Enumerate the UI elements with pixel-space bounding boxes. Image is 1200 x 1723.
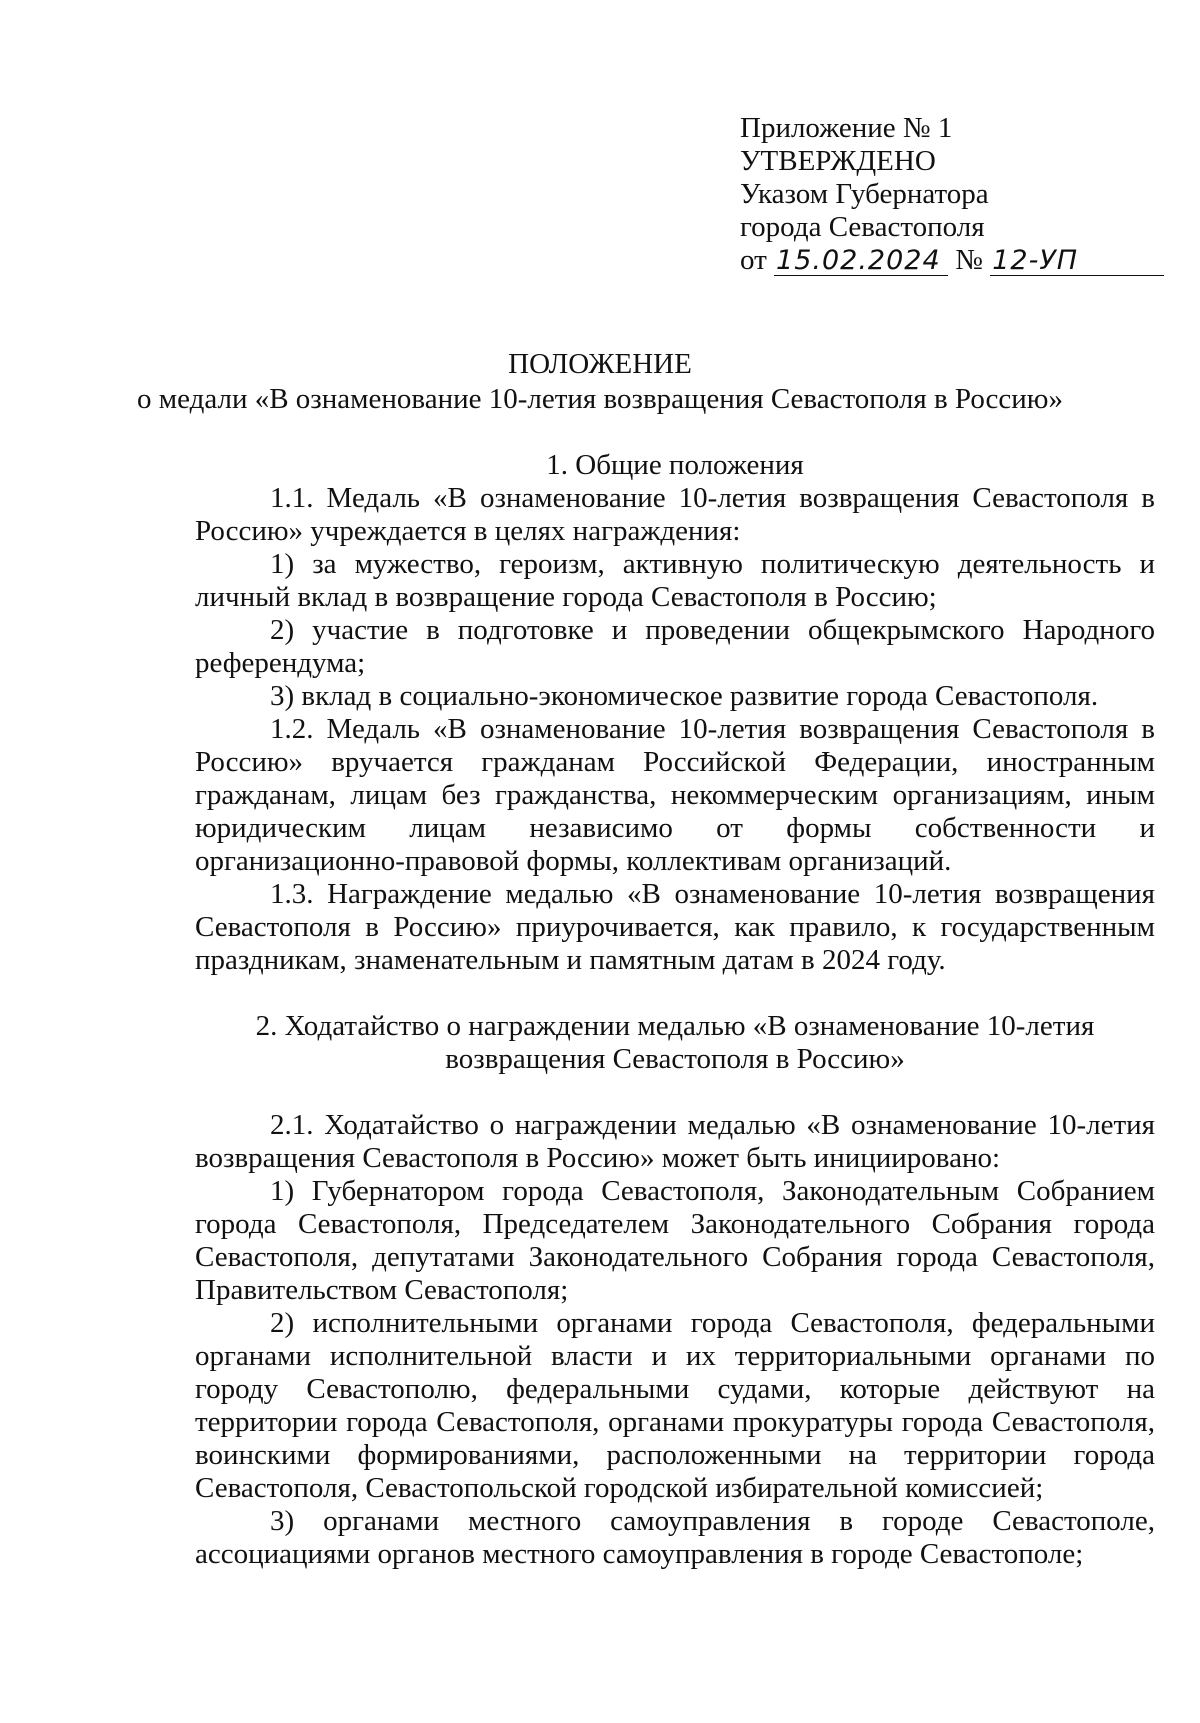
appendix-label: Приложение № 1 <box>740 112 953 144</box>
number-label: № <box>955 244 983 276</box>
section-1-heading: 1. Общие положения <box>546 449 804 481</box>
document-body <box>195 449 1155 1571</box>
document-subtitle: о медали «В ознаменование 10-летия возвращения Севастополя в Россию» <box>137 383 1063 415</box>
handwritten-date: 15.02.2024 <box>774 247 948 276</box>
document-title: ПОЛОЖЕНИЕ <box>508 348 692 380</box>
section-2-heading-line-1: 2. Ходатайство о награждении медалью «В ознаменование 10-летия <box>255 1010 1095 1042</box>
paragraph-2-1-item-2: 2) исполнительными органами города Севастополя, федеральными органами исполнительной власти и их территориальными органами по городу Севастополю, федеральными судами, которые действуют на территории города Севастополя, органами прокуратуры города Севастополя, воинскими формированиями, расположенными на территории города Севастополя, Севастопольской городской избирательной комиссией; <box>195 1307 1155 1504</box>
city-label: города Севастополя <box>740 211 985 243</box>
paragraph-1-3: 1.3. Награждение медалью «В ознаменование 10-летия возвращения Севастополя в Россию» приурочивается, как правило, к государственным праздникам, знаменательным и памятным датам в 2024 году. <box>195 878 1155 976</box>
paragraph-1-1: 1.1. Медаль «В ознаменование 10-летия возвращения Севастополя в Россию» учреждается в целях награждения: <box>195 482 1155 547</box>
spacer <box>195 977 1155 1010</box>
paragraph-2-1: 2.1. Ходатайство о награждении медалью «В ознаменование 10-летия возвращения Севастополя в Россию» может быть инициировано: <box>195 1109 1155 1174</box>
paragraph-1-1-item-3: 3) вклад в социально-экономическое развитие города Севастополя. <box>270 680 1099 712</box>
paragraph-2-1-item-3: 3) органами местного самоуправления в городе Севастополе, ассоциациями органов местного самоуправления в городе Севастополе; <box>195 1505 1155 1570</box>
from-label: от <box>740 244 767 276</box>
paragraph-1-1-item-2: 2) участие в подготовке и проведении общекрымского Народного референдума; <box>195 614 1155 679</box>
decree-label: Указом Губернатора <box>740 178 989 210</box>
paragraph-1-2: 1.2. Медаль «В ознаменование 10-летия возвращения Севастополя в Россию» вручается гражданам Российской Федерации, иностранным гражданам, лицам без гражданства, некоммерческим организациям, иным юридическим лицам независимо от формы собственности и организационно-правовой формы, коллективам организаций. <box>195 713 1155 877</box>
approved-label: УТВЕРЖДЕНО <box>740 145 936 177</box>
handwritten-number: 12-УП <box>990 247 1164 276</box>
spacer <box>195 1076 1155 1109</box>
approval-block <box>740 112 1164 277</box>
paragraph-1-1-item-1: 1) за мужество, героизм, активную политическую деятельность и личный вклад в возвращение города Севастополя в Россию; <box>195 548 1155 613</box>
date-number-line <box>740 244 1164 277</box>
section-2-heading-line-2: возвращения Севастополя в Россию» <box>445 1043 905 1075</box>
paragraph-2-1-item-1: 1) Губернатором города Севастополя, Законодательным Собранием города Севастополя, Председателем Законодательного Собрания города Севастополя, депутатами Законодательного Собрания города Севастополя, Правительством Севастополя; <box>195 1175 1155 1306</box>
